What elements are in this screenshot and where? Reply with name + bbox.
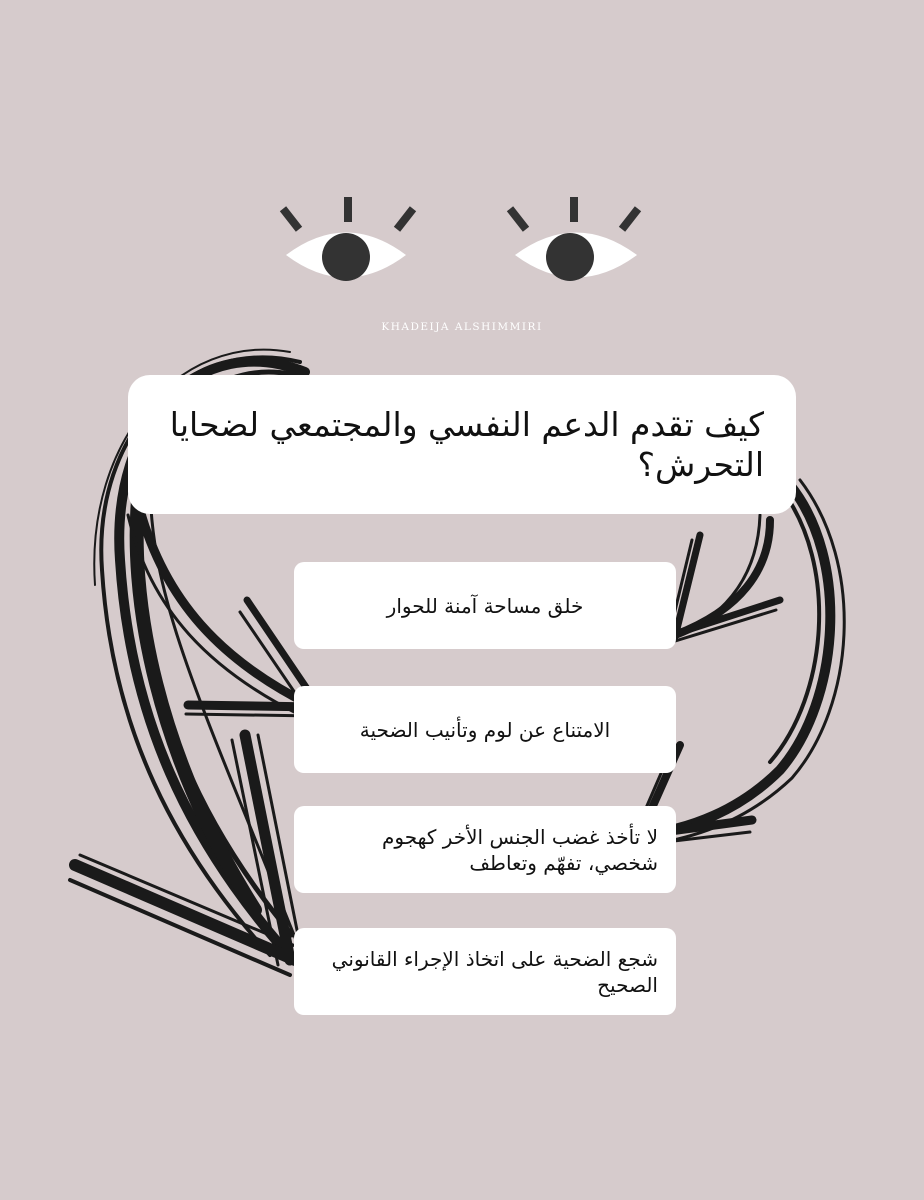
step-card-2 [294,686,676,773]
step-card-1 [294,562,676,649]
step-card-4 [294,928,676,1015]
step-text: لا تأخذ غضب الجنس الأخر كهجوم شخصي، تفهّم وتعاطف [382,824,658,875]
author-name: KHADEIJA ALSHIMMIRI [381,321,543,333]
right-outer-arrow-icon [633,480,844,845]
step-text: شجع الضحية على اتخاذ الإجراء القانوني الصحيح [331,946,658,997]
right-inner-arrow-icon [668,515,780,642]
step-card-3 [294,806,676,893]
page-title: كيف تقدم الدعم النفسي والمجتمعي لضحايا التحرش؟ [169,404,764,484]
step-text: الامتناع عن لوم وتأنيب الضحية [359,717,611,742]
title-card [128,375,796,514]
step-text: خلق مساحة آمنة للحوار [386,593,584,618]
